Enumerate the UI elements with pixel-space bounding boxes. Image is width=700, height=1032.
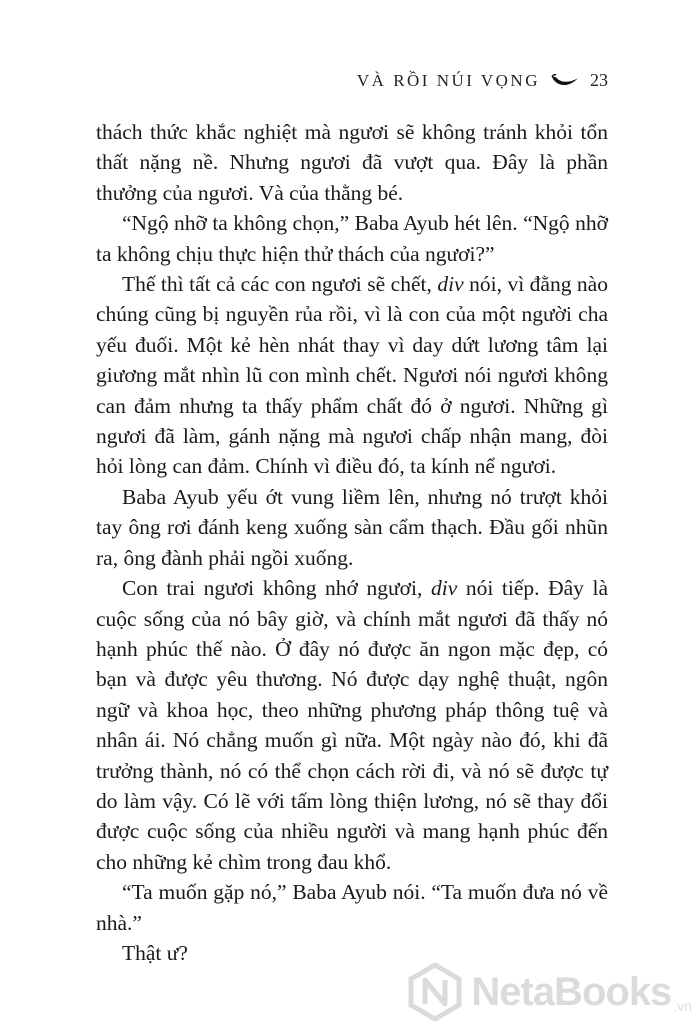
paragraph [96,269,608,482]
paragraph [96,877,608,938]
italic-term: div [430,576,458,601]
italic-term: div [437,272,464,297]
watermark-tld: .vn [673,998,692,1014]
leaf-ornament-icon [550,72,580,90]
paragraph [96,482,608,573]
watermark [405,962,692,1022]
watermark-brand: NetaBooks [471,969,672,1014]
text-segment: Con trai ngươi không nhớ ngươi, [122,576,431,601]
paragraph [96,208,608,269]
running-header [357,70,608,91]
text-segment: Baba Ayub yếu ớt vung liềm lên, nhưng nó trượt khỏi tay ông rơi đánh keng xuống sàn cẩm thạch. Đầu gối nhũn ra, ông đành phải ngồi xuống. [96,484,608,570]
text-segment: nói, vì đằng nào chúng cũng bị nguyền rủa rồi, vì là con của một người cha yếu đuối. Một kẻ hèn nhát thay vì day dứt lương tâm lại giương mắt nhìn lũ con mình chết. Ngươi nói ngươi không can đảm nhưng ta thấy phẩm chất đó ở ngươi. Những gì ngươi đã làm, gánh nặng mà ngươi chấp nhận mang, đòi hỏi lòng can đảm. Chính vì điều đó, ta kính nể ngươi. [96,272,608,479]
netabooks-logo-icon [405,962,465,1022]
text-segment: nói tiếp. Đây là cuộc sống của nó bây giờ, và chính mắt ngươi đã thấy nó hạnh phúc thế nào. Ở đây nó được ăn ngon mặc đẹp, có bạn và được yêu thương. Nó được dạy nghệ thuật, ngôn ngữ và khoa học, theo những phương pháp thông tuệ và nhân ái. Nó chẳng muốn gì nữa. Một ngày nào đó, khi đã trưởng thành, nó có thể chọn cách rời đi, và nó sẽ được tự do làm vậy. Có lẽ với tấm lòng thiện lương, nó sẽ thay đổi được cuộc sống của nhiều người và mang hạnh phúc đến cho những kẻ chìm trong đau khổ. [96,576,608,874]
body-text [96,117,608,968]
text-segment: “Ta muốn gặp nó,” Baba Ayub nói. “Ta muốn đưa nó về nhà.” [96,880,608,935]
paragraph [96,117,608,208]
text-segment: Thế thì tất cả các con ngươi sẽ chết, [122,272,438,297]
text-segment: thách thức khắc nghiệt mà ngươi sẽ không tránh khỏi tổn thất nặng nề. Nhưng ngươi đã vượt qua. Đây là phần thưởng của ngươi. Và của thằng bé. [96,120,608,205]
text-segment: Thật ư? [122,940,188,965]
running-title: VÀ RỒI NÚI VỌNG [356,70,540,90]
page-number: 23 [590,70,608,90]
text-segment: “Ngộ nhỡ ta không chọn,” Baba Ayub hét lên. “Ngộ nhỡ ta không chịu thực hiện thử thách của ngươi?” [96,211,608,266]
paragraph [96,573,608,877]
